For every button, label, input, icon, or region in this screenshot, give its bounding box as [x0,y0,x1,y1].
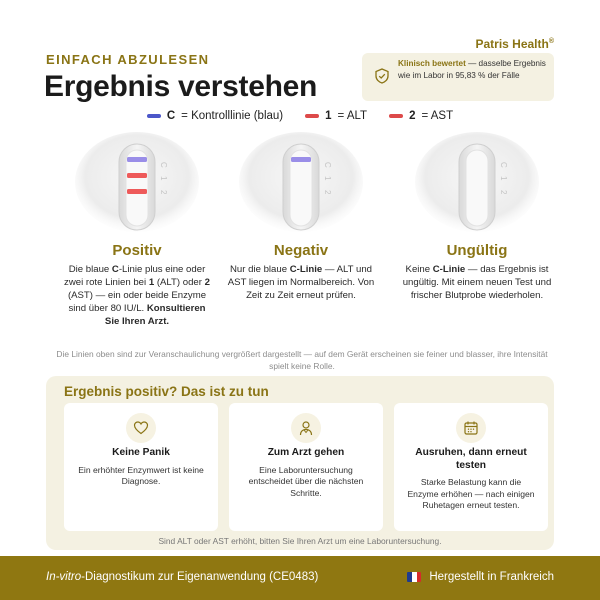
device-invalid-image [402,130,552,238]
card-description: Eine Laboruntersuchung entscheidet über die nächsten Schritte. [248,464,364,498]
kicker-label: EINFACH ABZULESEN [46,52,210,67]
legend-letter: 2 [409,110,416,122]
footer-ivd-rest: -Diagnostikum zur Eigenanwendung (CE0483) [81,571,319,583]
device-mark: 1 [323,176,332,181]
legend-swatch [389,114,403,118]
badge-text [398,58,548,82]
card-description: Starke Belastung kann die Enzyme erhöhen — nach einigen Ruhetagen erneut testen. [407,477,535,510]
test-cassette [62,130,212,238]
result-title: Negativ [273,242,329,259]
control-line [291,157,311,162]
result-negative [226,130,376,302]
panel-footnote: Sind ALT oder AST erhöht, bitten Sie Ihren Arzt um eine Laboruntersuchung. [158,536,442,546]
card-rest-retest [394,403,548,531]
footer-bar [0,556,600,600]
card-description: Ein erhöhter Enzymwert ist keine Diagnose. [78,464,204,486]
card-title: Keine Panik [112,447,170,458]
legend-letter: C [166,110,176,122]
page-title: Ergebnis verstehen [44,70,318,103]
result-description: Nur die blaue C-Linie — ALT und AST liegen im Normalbereich. Von Zeit zu Zeit erneut prüfen. [227,264,375,301]
badge-bold: Klinisch bewertet [398,59,466,68]
clinical-badge [362,53,554,101]
calendar-icon [456,413,486,443]
card-no-panic [64,403,218,531]
card-title: Zum Arzt gehen [267,447,345,458]
shield-check-icon [374,68,390,84]
device-mark: C [159,162,168,168]
device-mark: 1 [159,176,168,181]
brand-logo [475,37,554,51]
device-mark: C [323,162,332,168]
result-invalid [402,130,552,302]
device-mark: 1 [499,176,508,181]
doctor-icon [291,413,321,443]
result-description: Die blaue C-Linie plus eine oder zwei rote Linien bei 1 (ALT) oder 2 (AST) — ein oder beide Enzyme sind über 80 IU/L. Konsultieren Sie Ihren Arzt. [64,264,210,327]
device-mark: 2 [323,190,332,195]
legend-label: = AST [421,110,454,122]
legend-label: = ALT [337,110,368,122]
panel-title: Ergebnis positiv? Das ist zu tun [64,384,269,399]
test-cassette [226,130,376,238]
positive-action-panel [46,376,554,550]
result-description: Keine C-Linie — das Ergebnis ist ungültig. Mit einem neuen Test und frischer Blutprobe wiederholen. [402,264,552,301]
test-cassette [402,130,552,238]
legend-item [305,110,367,122]
footer-ivd-text [46,571,318,583]
result-positive [62,130,212,328]
legend-item [389,110,453,122]
france-flag-icon [407,572,421,582]
card-title: Ausruhen, dann erneut testen [415,447,527,471]
heart-icon [126,413,156,443]
legend-item [147,110,283,122]
legend-letter: 1 [325,110,332,122]
test-line [127,189,147,194]
made-in-france [407,571,554,583]
legend-swatch [147,114,161,118]
device-negative-image [226,130,376,238]
result-title: Positiv [112,242,162,259]
test-line [127,173,147,178]
registered-mark: ® [548,38,554,45]
legend-label: = Kontrolllinie (blau) [181,110,284,122]
device-mark: 2 [499,190,508,195]
illustration-note: Die Linien oben sind zur Veranschaulichung vergrößert dargestellt — auf dem Gerät erscheinen sie feiner und blasser, ihre Intensität spielt keine Rolle. [56,349,548,371]
result-title: Ungültig [446,242,508,259]
legend-swatch [305,114,319,118]
device-mark: 2 [159,190,168,195]
line-legend [0,110,600,122]
brand-name: Patris Health [475,37,549,51]
device-positive-image [62,130,212,238]
device-mark: C [499,162,508,168]
card-see-doctor [229,403,383,531]
control-line [127,157,147,162]
footer-ivd-italic: In-vitro [46,571,82,583]
flag-stripe [417,572,422,582]
badge-rest: — dasselbe Ergebnis wie im Labor in 95,83 % der Fälle [398,59,546,80]
made-in-label: Hergestellt in Frankreich [429,571,554,583]
